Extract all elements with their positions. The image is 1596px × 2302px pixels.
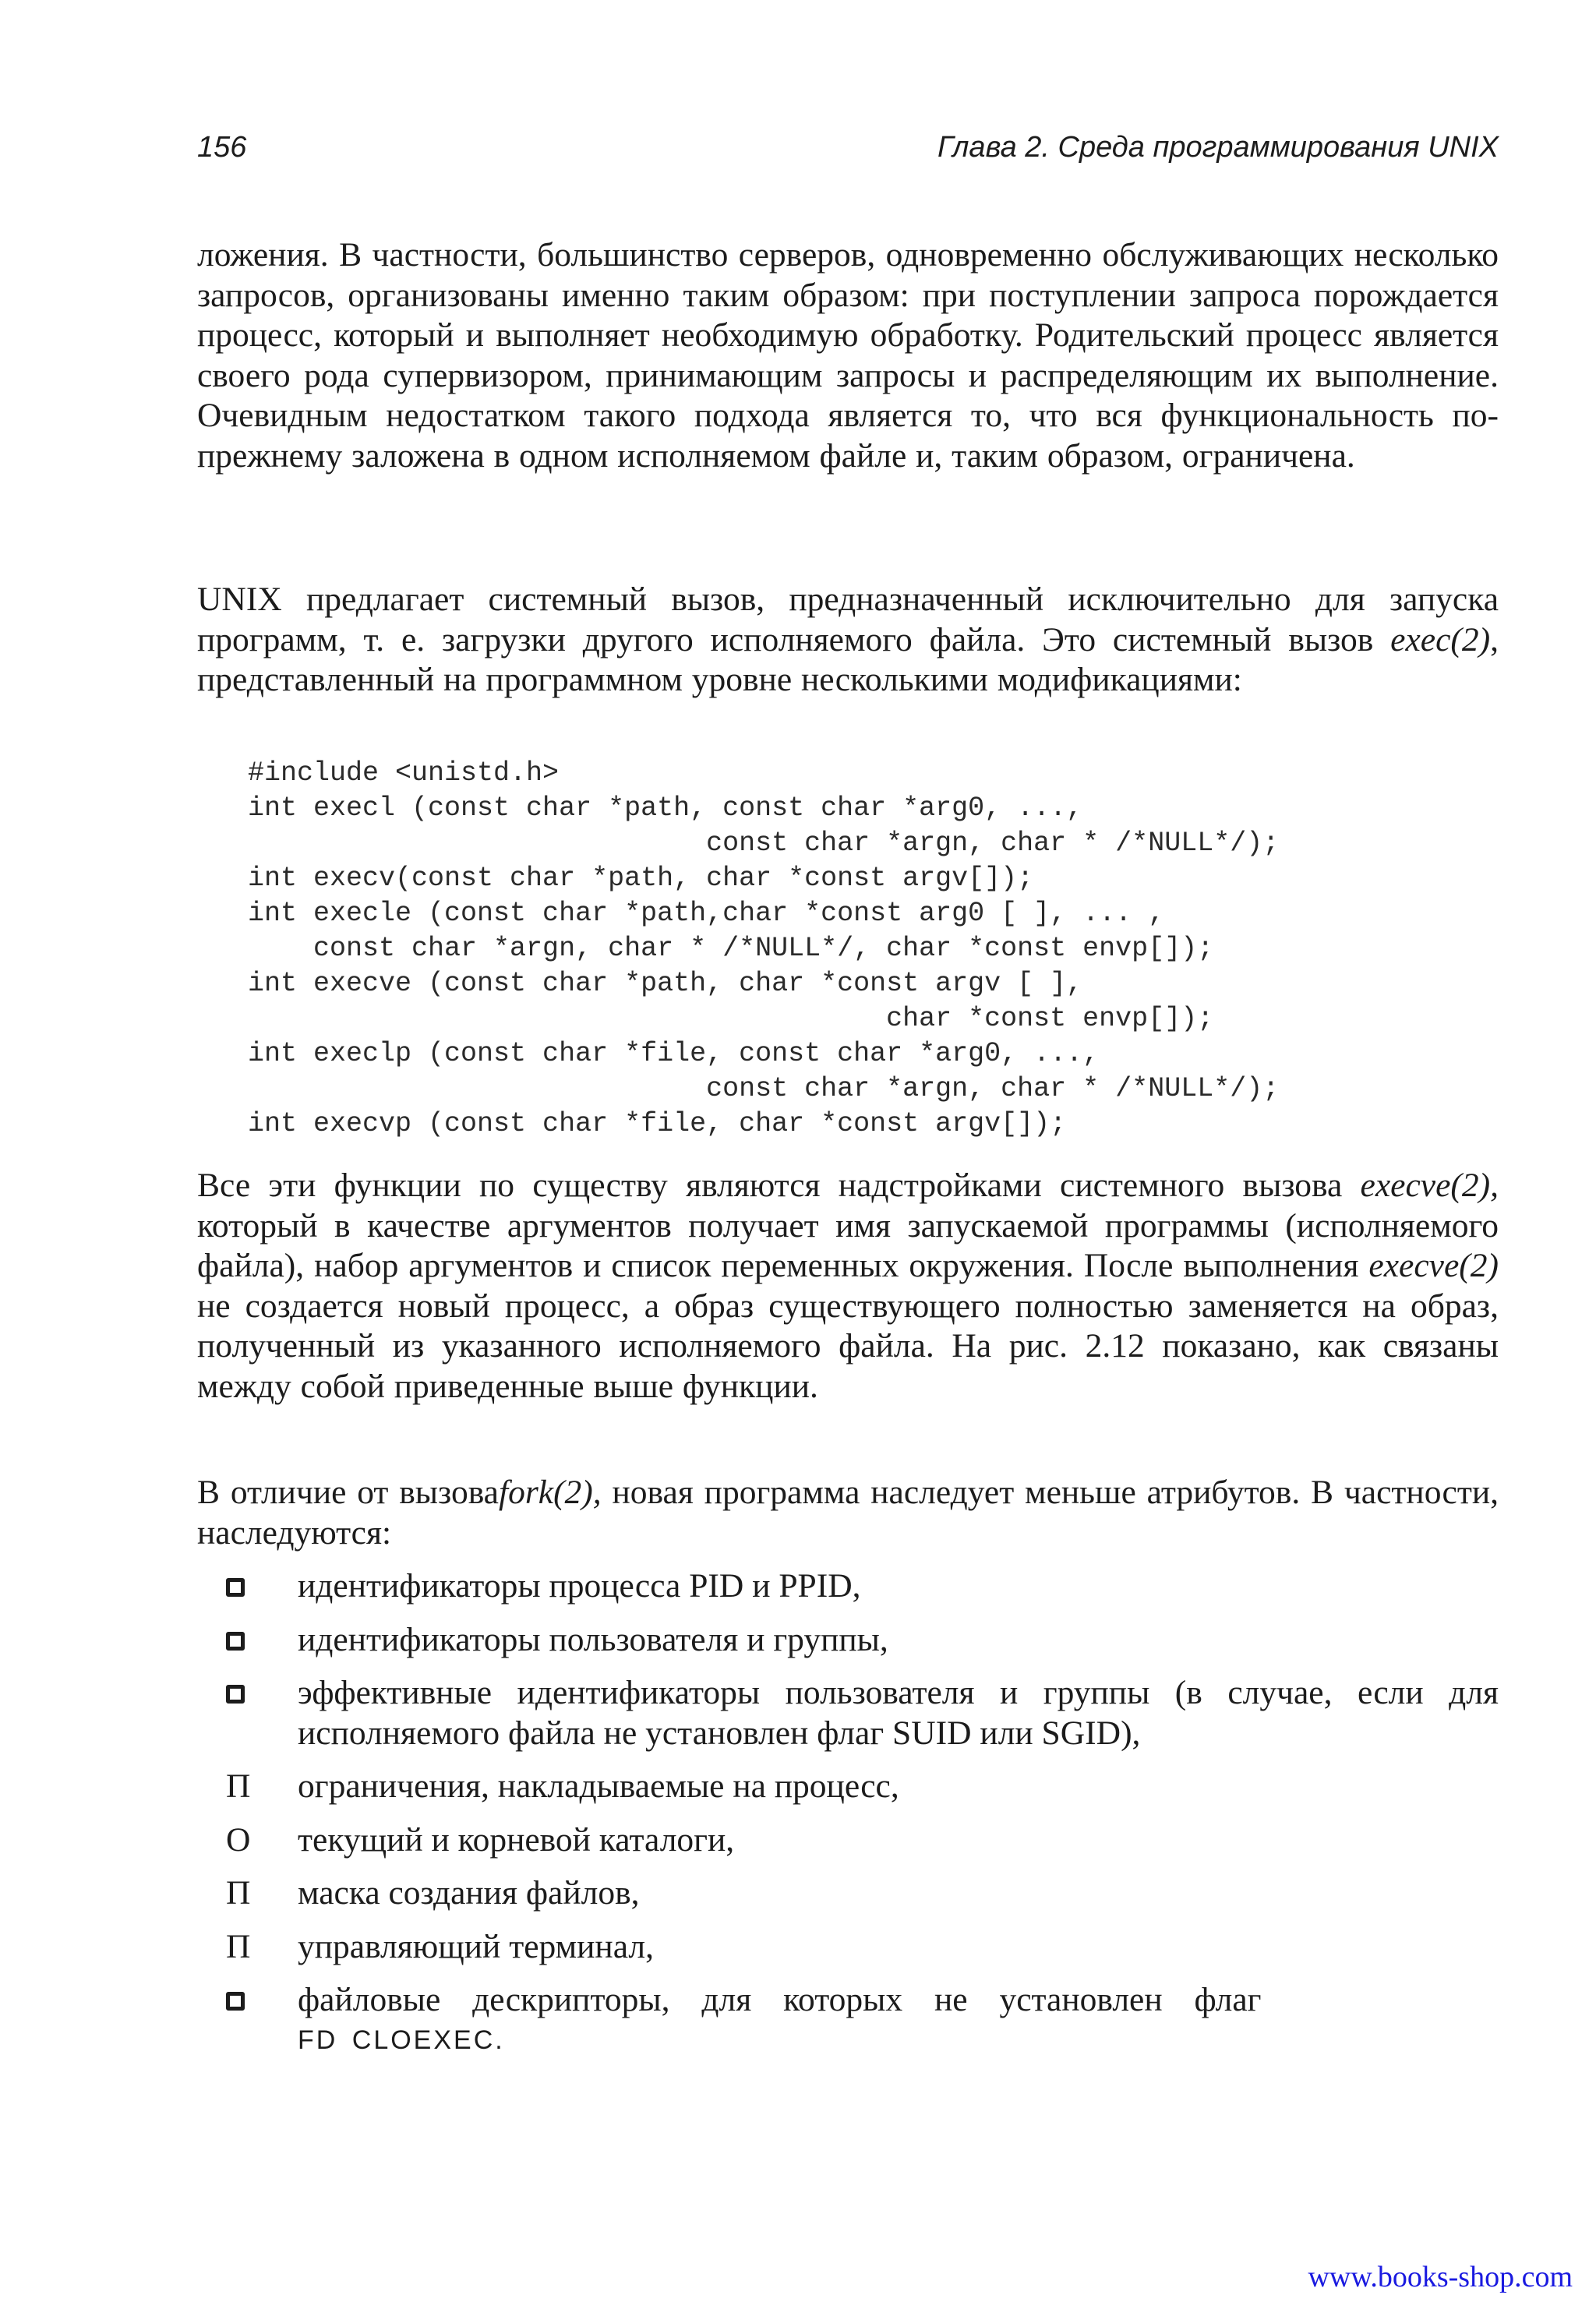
list-item-text: файловые дескрипторы, для которых не установлен флаг [298,1981,1262,2018]
checkbox-bullet-icon [226,1980,273,2021]
checkbox-bullet-icon [226,1673,273,1714]
execve-reference: execve(2) [1368,1247,1499,1284]
code-line: int execvp (const char *file, char *const argv[]); [248,1108,1067,1139]
code-line: int execlp (const char *file, const char *arg0, ..., [248,1038,1100,1069]
checkbox-bullet-icon [226,1566,273,1607]
code-line: const char *argn, char * /*NULL*/); [248,1073,1280,1104]
paragraph-text: UNIX предлагает системный вызов, предназначенный исключительно для запуска программ, т. е. загрузки другого исполняемого файла. Это системный вызов [197,581,1499,658]
list-marker: О [226,1820,251,1859]
running-head [197,131,1499,170]
list-item [226,1767,1499,1807]
paragraph-text: не создается новый процесс, а образ существующего полностью заменяется на образ, полученный из указанного исполняемого файла. На рис. 2.12 показано, как связаны между собой приведенные выше функции. [197,1287,1499,1405]
list-item [226,1873,1499,1914]
code-line: const char *argn, char * /*NULL*/); [248,828,1280,859]
paragraph-text: новая программа наследует меньше атрибутов. В частности, наследуются: [197,1474,1499,1552]
code-line: char *const envp[]); [248,1003,1214,1034]
code-listing [248,756,1279,1142]
paragraph-text: который в качестве аргументов получает имя запускаемой программы (исполняемого файла), набор аргументов и список переменных окружения. После выполнения [197,1206,1499,1284]
code-line: int execl (const char *path, const char *arg0, ..., [248,793,1083,824]
page-number: 156 [197,131,247,164]
exec-reference: exec(2) [1390,620,1491,658]
checkbox-bullet-icon [226,1620,273,1661]
list-item-text: маска создания файлов, [298,1874,640,1912]
list-marker: П [226,1874,251,1912]
paragraph-execve [197,1166,1499,1407]
code-line: #include <unistd.h> [248,757,560,789]
inherited-attributes-list [226,1566,1499,2074]
list-item-text: идентификаторы пользователя и группы, [298,1620,888,1658]
paragraph-exec-intro [197,580,1499,701]
list-item-text: ограничения, накладываемые на процесс, [298,1767,899,1805]
execve-reference: execve(2), [1360,1167,1499,1204]
list-item [226,1620,1499,1661]
list-item-text: идентификаторы процесса PID и PPID, [298,1567,861,1605]
list-item [226,1980,1499,2060]
code-line: int execle (const char *path,char *const arg0 [ ], ... , [248,898,1165,929]
paragraph-text: , представленный на программном уровне несколькими модификациями: [197,620,1499,698]
list-item-text: текущий и корневой каталоги, [298,1820,735,1859]
paragraph-text: Все эти функции по существу являются надстройками системного вызова [197,1167,1361,1204]
fork-reference: fork(2), [499,1474,602,1511]
paragraph-continuation [197,235,1499,476]
list-item-text: управляющий терминал, [298,1927,654,1965]
list-item [226,1673,1499,1753]
paragraph-text: В отличие от вызова [197,1474,499,1511]
list-item [226,1820,1499,1861]
flag-name: FD CLOEXEC. [298,2025,505,2055]
list-item [226,1927,1499,1968]
code-line: int execv(const char *path, char *const argv[]); [248,863,1034,894]
chapter-title: Глава 2. Среда программирования UNIX [937,131,1499,164]
footer-link[interactable]: www.books-shop.com [1308,2261,1573,2293]
list-item-text: эффективные идентификаторы пользователя и группы (в случае, если для исполняемого файла не установлен флаг SUID или SGID), [298,1674,1499,1752]
list-item [226,1566,1499,1607]
code-line: int execve (const char *path, char *const argv [ ], [248,968,1083,999]
code-line: const char *argn, char * /*NULL*/, char *const envp[]); [248,933,1214,964]
list-marker: П [226,1767,251,1805]
list-marker: П [226,1927,251,1965]
paragraph-inheritance [197,1473,1499,1553]
paragraph-text: ложения. В частности, большинство серверов, одновременно обслуживающих несколько запросов, организованы именно таким образом: при поступлении запроса порождается процесс, который и выполняет необходимую обработку. Родительский процесс является своего рода супервизором, принимающим запросы и распределяющим их выполнение. Очевидным недостатком такого подхода является то, что вся функциональность по-прежнему заложена в одном исполняемом файле и, таким образом, ограничена. [197,236,1499,475]
